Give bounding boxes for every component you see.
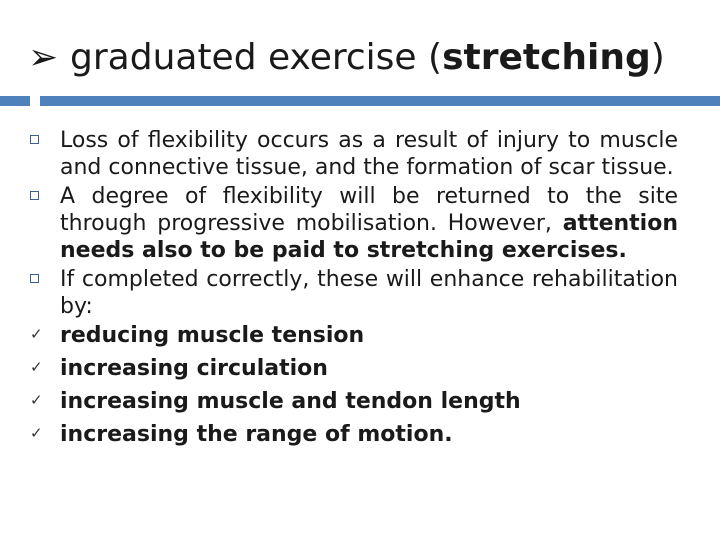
square-bullet-icon [30,135,39,144]
title-suffix: ) [650,37,665,78]
bullet-text: Loss of flexibility occurs as a result of injury to muscle and connective tissue, and the formation of scar tissue. [60,128,678,180]
check-item [30,388,678,415]
list-item [30,183,678,264]
check-text: increasing the range of motion. [60,422,453,447]
bullet-text [60,183,678,264]
check-item [30,421,678,448]
title-emphasis: stretching [442,37,651,78]
checkmark-icon: ✓ [30,424,43,442]
accent-bar-left [0,96,30,106]
arrow-bullet-icon: ➢ [28,37,59,78]
checkmark-icon: ✓ [30,391,43,409]
title-prefix: graduated exercise ( [70,37,443,78]
checkmark-icon: ✓ [30,325,43,343]
accent-bar [40,96,720,106]
check-text: reducing muscle tension [60,323,365,348]
bullet-text-emphasis: attention needs also to be paid to stretching exercises. [60,211,678,263]
check-item [30,322,678,349]
slide-title [28,34,665,82]
square-bullet-icon [30,191,39,200]
checkmark-icon: ✓ [30,358,43,376]
list-item [30,266,678,320]
list-item [30,127,678,181]
square-bullet-icon [30,274,39,283]
bullet-text: If completed correctly, these will enhance rehabilitation by: [60,267,678,319]
check-text: increasing circulation [60,356,328,381]
bullet-text-plain: A degree of flexibility will be returned to the site through progressive mobilisation. However, [60,184,678,236]
check-text: increasing muscle and tendon length [60,389,521,414]
slide-body [30,127,678,454]
check-item [30,355,678,382]
